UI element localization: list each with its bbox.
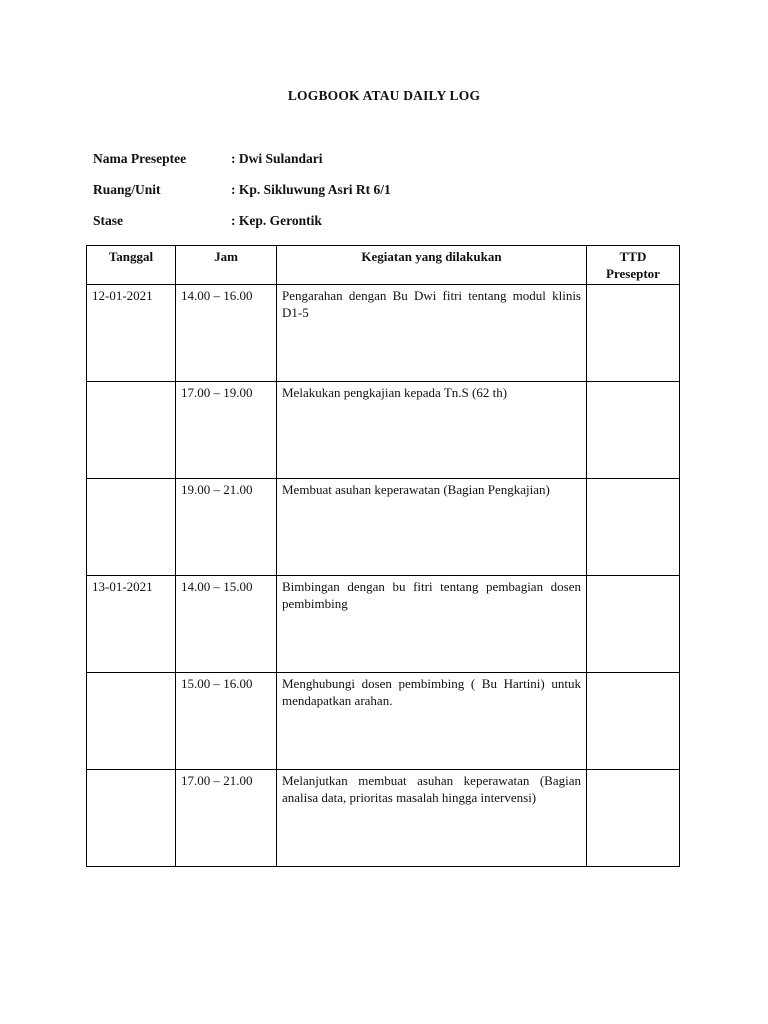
cell-activity: Melakukan pengkajian kepada Tn.S (62 th) (277, 382, 587, 479)
cell-date (87, 770, 176, 867)
table-row (87, 673, 680, 770)
cell-time: 17.00 – 19.00 (176, 382, 277, 479)
logbook-table (86, 245, 680, 867)
cell-activity: Pengarahan dengan Bu Dwi fitri tentang modul klinis D1-5 (277, 285, 587, 382)
cell-date: 13-01-2021 (87, 576, 176, 673)
cell-time: 17.00 – 21.00 (176, 770, 277, 867)
cell-time: 15.00 – 16.00 (176, 673, 277, 770)
cell-date: 12-01-2021 (87, 285, 176, 382)
table-row (87, 285, 680, 382)
cell-activity: Menghubungi dosen pembimbing ( Bu Hartini) untuk mendapatkan arahan. (277, 673, 587, 770)
field-label: Nama Preseptee (93, 151, 187, 166)
table-header-row (87, 246, 680, 285)
table-row (87, 770, 680, 867)
cell-signature (587, 479, 680, 576)
cell-time: 19.00 – 21.00 (176, 479, 277, 576)
document-title: LOGBOOK ATAU DAILY LOG (287, 88, 481, 103)
field-value: : Kp. Sikluwung Asri Rt 6/1 (231, 182, 391, 197)
table-row (87, 479, 680, 576)
table-row (87, 576, 680, 673)
field-label: Ruang/Unit (93, 182, 161, 197)
field-value: : Dwi Sulandari (231, 151, 323, 166)
cell-signature (587, 285, 680, 382)
table-row (87, 382, 680, 479)
header-tanggal: Tanggal (87, 246, 176, 285)
header-kegiatan: Kegiatan yang dilakukan (277, 246, 587, 285)
cell-time: 14.00 – 15.00 (176, 576, 277, 673)
cell-activity: Melanjutkan membuat asuhan keperawatan (Bagian analisa data, prioritas masalah hingga intervensi) (277, 770, 587, 867)
cell-time: 14.00 – 16.00 (176, 285, 277, 382)
cell-date (87, 673, 176, 770)
cell-signature (587, 382, 680, 479)
cell-activity: Bimbingan dengan bu fitri tentang pembagian dosen pembimbing (277, 576, 587, 673)
field-value: : Kep. Gerontik (231, 213, 322, 228)
cell-date (87, 479, 176, 576)
header-jam: Jam (176, 246, 277, 285)
cell-date (87, 382, 176, 479)
cell-activity: Membuat asuhan keperawatan (Bagian Pengkajian) (277, 479, 587, 576)
cell-signature (587, 770, 680, 867)
field-label: Stase (93, 213, 123, 228)
cell-signature (587, 576, 680, 673)
header-ttd-preseptor: TTD Preseptor (587, 246, 680, 285)
cell-signature (587, 673, 680, 770)
